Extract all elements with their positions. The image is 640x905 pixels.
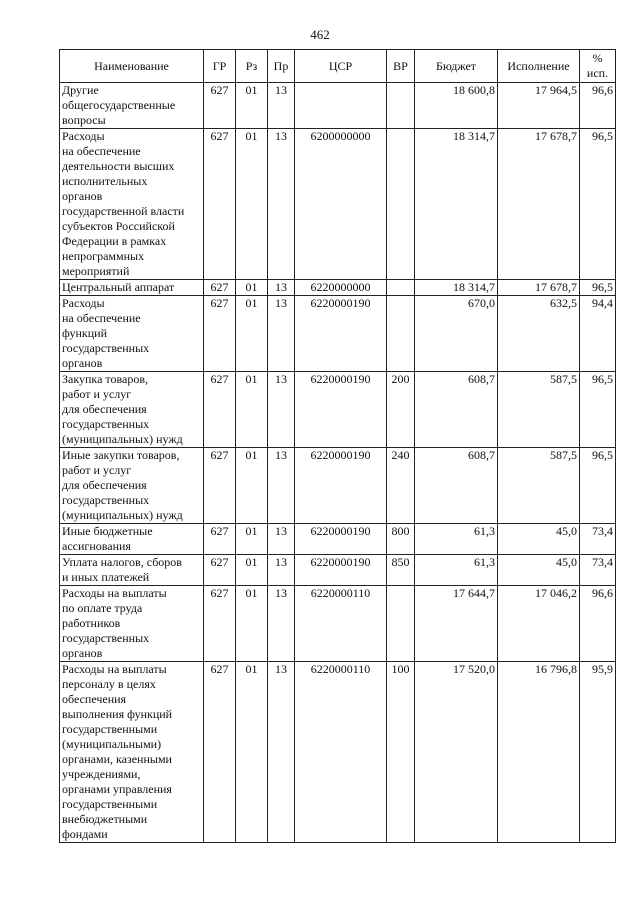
cell-vr-text: 200	[391, 372, 410, 386]
cell-gr	[204, 448, 236, 524]
cell-execution	[498, 296, 580, 372]
cell-budget-text: 608,7	[468, 372, 495, 386]
cell-execution-text: 632,5	[550, 296, 577, 310]
cell-gr-text: 627	[210, 129, 229, 143]
cell-csr-text: 6220000190	[310, 555, 371, 569]
cell-name	[60, 129, 204, 280]
cell-gr-text: 627	[210, 662, 229, 676]
cell-rz-text: 01	[245, 586, 258, 600]
cell-execution-text: 17 964,5	[535, 83, 577, 97]
cell-rz-text: 01	[245, 296, 258, 310]
cell-percent	[580, 372, 616, 448]
cell-budget	[415, 524, 498, 555]
cell-gr-text: 627	[210, 280, 229, 294]
cell-csr-text: 6220000110	[310, 586, 371, 600]
cell-csr	[295, 83, 387, 129]
table-row	[60, 129, 616, 280]
cell-percent	[580, 296, 616, 372]
cell-budget-text: 18 314,7	[453, 129, 495, 143]
cell-name	[60, 448, 204, 524]
cell-name	[60, 372, 204, 448]
cell-budget	[415, 555, 498, 586]
header-percent: % исп.	[580, 50, 616, 83]
cell-csr-text: 6220000190	[310, 448, 371, 462]
cell-percent-text: 96,5	[592, 448, 613, 462]
cell-budget-text: 17 520,0	[453, 662, 495, 676]
cell-gr-text: 627	[210, 296, 229, 310]
cell-execution-text: 17 678,7	[535, 280, 577, 294]
cell-gr	[204, 555, 236, 586]
cell-pr	[268, 524, 295, 555]
cell-percent-text: 73,4	[592, 524, 613, 538]
cell-budget-text: 61,3	[474, 555, 495, 569]
cell-execution-text: 587,5	[550, 372, 577, 386]
table-header-row	[60, 50, 616, 83]
cell-name-text: Расходы на выплаты персоналу в целях обеспечения выполнения функций государственными (муниципальными) органами, казенными учреждениями, органами управления государственными внебюджетными фондами	[62, 662, 173, 841]
cell-percent	[580, 524, 616, 555]
cell-pr-text: 13	[275, 372, 287, 386]
header-gr: ГР	[204, 50, 236, 83]
cell-vr	[387, 524, 415, 555]
table-row	[60, 448, 616, 524]
cell-pr-text: 13	[275, 129, 287, 143]
cell-name-text: Расходы на обеспечение деятельности высших исполнительных органов государственной власти субъектов Российской Федерации в рамках непрограммных мероприятий	[62, 129, 185, 278]
cell-gr	[204, 524, 236, 555]
cell-name	[60, 555, 204, 586]
cell-budget	[415, 586, 498, 662]
cell-csr	[295, 129, 387, 280]
cell-percent-text: 94,4	[592, 296, 613, 310]
cell-rz	[236, 83, 268, 129]
cell-gr-text: 627	[210, 372, 229, 386]
cell-vr-text: 850	[391, 555, 410, 569]
cell-vr	[387, 662, 415, 843]
header-name: Наименование	[60, 50, 204, 83]
cell-rz	[236, 448, 268, 524]
cell-pr	[268, 129, 295, 280]
table-row	[60, 586, 616, 662]
cell-budget-text: 18 600,8	[453, 83, 495, 97]
cell-percent	[580, 280, 616, 296]
cell-name	[60, 524, 204, 555]
table-row	[60, 280, 616, 296]
cell-csr-text: 6220000000	[310, 280, 371, 294]
cell-budget-text: 670,0	[468, 296, 495, 310]
cell-execution	[498, 555, 580, 586]
cell-gr	[204, 280, 236, 296]
cell-pr	[268, 296, 295, 372]
cell-vr-text: 240	[391, 448, 410, 462]
cell-csr-text: 6200000000	[310, 129, 371, 143]
cell-pr-text: 13	[275, 586, 287, 600]
cell-execution	[498, 586, 580, 662]
cell-rz-text: 01	[245, 129, 258, 143]
cell-execution-text: 45,0	[556, 524, 577, 538]
cell-name-text: Расходы на обеспечение функций государственных органов	[62, 296, 150, 370]
cell-csr	[295, 372, 387, 448]
cell-gr	[204, 83, 236, 129]
cell-rz	[236, 555, 268, 586]
cell-csr-text: 6220000190	[310, 296, 371, 310]
cell-gr-text: 627	[210, 555, 229, 569]
cell-pr	[268, 372, 295, 448]
table-row	[60, 662, 616, 843]
table-row	[60, 372, 616, 448]
cell-gr	[204, 296, 236, 372]
cell-pr	[268, 662, 295, 843]
cell-rz	[236, 296, 268, 372]
cell-budget	[415, 296, 498, 372]
table-row	[60, 296, 616, 372]
cell-vr	[387, 280, 415, 296]
table-row	[60, 524, 616, 555]
cell-budget-text: 608,7	[468, 448, 495, 462]
header-vr: ВР	[387, 50, 415, 83]
cell-name-text: Расходы на выплаты по оплате труда работников государственных органов	[62, 586, 167, 660]
cell-pr	[268, 83, 295, 129]
cell-rz	[236, 524, 268, 555]
cell-vr	[387, 296, 415, 372]
cell-percent	[580, 586, 616, 662]
cell-percent-text: 96,6	[592, 586, 613, 600]
cell-rz-text: 01	[245, 555, 258, 569]
cell-execution-text: 17 678,7	[535, 129, 577, 143]
cell-pr-text: 13	[275, 662, 287, 676]
cell-budget	[415, 662, 498, 843]
cell-csr	[295, 662, 387, 843]
cell-pr-text: 13	[275, 555, 287, 569]
cell-gr-text: 627	[210, 448, 229, 462]
cell-vr	[387, 555, 415, 586]
cell-execution	[498, 129, 580, 280]
cell-rz-text: 01	[245, 280, 258, 294]
cell-budget	[415, 280, 498, 296]
cell-vr	[387, 83, 415, 129]
cell-csr	[295, 555, 387, 586]
header-rz: Рз	[236, 50, 268, 83]
cell-name-text: Иные закупки товаров, работ и услуг для обеспечения государственных (муниципальных) нужд	[62, 448, 183, 522]
header-csr: ЦСР	[295, 50, 387, 83]
cell-execution-text: 17 046,2	[535, 586, 577, 600]
cell-name	[60, 83, 204, 129]
cell-execution	[498, 372, 580, 448]
cell-vr	[387, 129, 415, 280]
cell-percent-text: 96,5	[592, 129, 613, 143]
header-execution: Исполнение	[498, 50, 580, 83]
cell-gr	[204, 586, 236, 662]
cell-percent-text: 73,4	[592, 555, 613, 569]
cell-budget	[415, 83, 498, 129]
cell-gr-text: 627	[210, 83, 229, 97]
cell-gr	[204, 662, 236, 843]
page-number: 462	[310, 27, 330, 42]
cell-name-text: Закупка товаров, работ и услуг для обеспечения государственных (муниципальных) нужд	[62, 372, 183, 446]
cell-vr-text: 800	[391, 524, 410, 538]
cell-budget	[415, 129, 498, 280]
cell-execution-text: 16 796,8	[535, 662, 577, 676]
cell-rz	[236, 280, 268, 296]
cell-percent	[580, 83, 616, 129]
cell-pr	[268, 555, 295, 586]
cell-budget	[415, 372, 498, 448]
cell-csr	[295, 448, 387, 524]
cell-pr-text: 13	[275, 280, 287, 294]
budget-table	[59, 49, 616, 843]
cell-execution	[498, 662, 580, 843]
cell-vr	[387, 448, 415, 524]
cell-vr-text: 100	[391, 662, 410, 676]
cell-execution	[498, 448, 580, 524]
cell-pr-text: 13	[275, 448, 287, 462]
cell-execution-text: 587,5	[550, 448, 577, 462]
cell-csr	[295, 524, 387, 555]
cell-name-text: Центральный аппарат	[62, 280, 175, 294]
cell-gr	[204, 372, 236, 448]
cell-percent	[580, 555, 616, 586]
cell-csr-text: 6220000110	[310, 662, 371, 676]
cell-gr-text: 627	[210, 524, 229, 538]
table-row	[60, 83, 616, 129]
cell-csr	[295, 586, 387, 662]
cell-percent-text: 96,5	[592, 280, 613, 294]
cell-name-text: Другие общегосударственные вопросы	[62, 83, 176, 127]
cell-budget-text: 61,3	[474, 524, 495, 538]
cell-name-text: Иные бюджетные ассигнования	[62, 524, 153, 553]
cell-pr-text: 13	[275, 83, 287, 97]
cell-rz	[236, 586, 268, 662]
cell-name	[60, 296, 204, 372]
cell-rz	[236, 129, 268, 280]
cell-budget-text: 18 314,7	[453, 280, 495, 294]
cell-rz	[236, 372, 268, 448]
cell-percent-text: 96,6	[592, 83, 613, 97]
cell-rz-text: 01	[245, 662, 258, 676]
cell-percent-text: 96,5	[592, 372, 613, 386]
cell-rz-text: 01	[245, 448, 258, 462]
cell-execution	[498, 280, 580, 296]
cell-csr	[295, 280, 387, 296]
cell-gr-text: 627	[210, 586, 229, 600]
cell-vr	[387, 372, 415, 448]
cell-budget-text: 17 644,7	[453, 586, 495, 600]
cell-csr-text: 6220000190	[310, 524, 371, 538]
table-row	[60, 555, 616, 586]
cell-rz	[236, 662, 268, 843]
cell-name	[60, 280, 204, 296]
cell-vr	[387, 586, 415, 662]
cell-name	[60, 586, 204, 662]
cell-execution	[498, 83, 580, 129]
cell-rz-text: 01	[245, 524, 258, 538]
cell-budget	[415, 448, 498, 524]
cell-pr-text: 13	[275, 524, 287, 538]
header-pr: Пр	[268, 50, 295, 83]
cell-pr	[268, 586, 295, 662]
cell-csr	[295, 296, 387, 372]
cell-execution-text: 45,0	[556, 555, 577, 569]
cell-gr	[204, 129, 236, 280]
cell-csr-text: 6220000190	[310, 372, 371, 386]
cell-rz-text: 01	[245, 83, 258, 97]
cell-execution	[498, 524, 580, 555]
cell-name-text: Уплата налогов, сборов и иных платежей	[62, 555, 182, 584]
cell-rz-text: 01	[245, 372, 258, 386]
cell-percent	[580, 448, 616, 524]
cell-pr	[268, 448, 295, 524]
cell-pr	[268, 280, 295, 296]
cell-pr-text: 13	[275, 296, 287, 310]
cell-percent-text: 95,9	[592, 662, 613, 676]
table-body	[60, 83, 616, 843]
cell-name	[60, 662, 204, 843]
header-budget: Бюджет	[415, 50, 498, 83]
cell-percent	[580, 662, 616, 843]
cell-percent	[580, 129, 616, 280]
